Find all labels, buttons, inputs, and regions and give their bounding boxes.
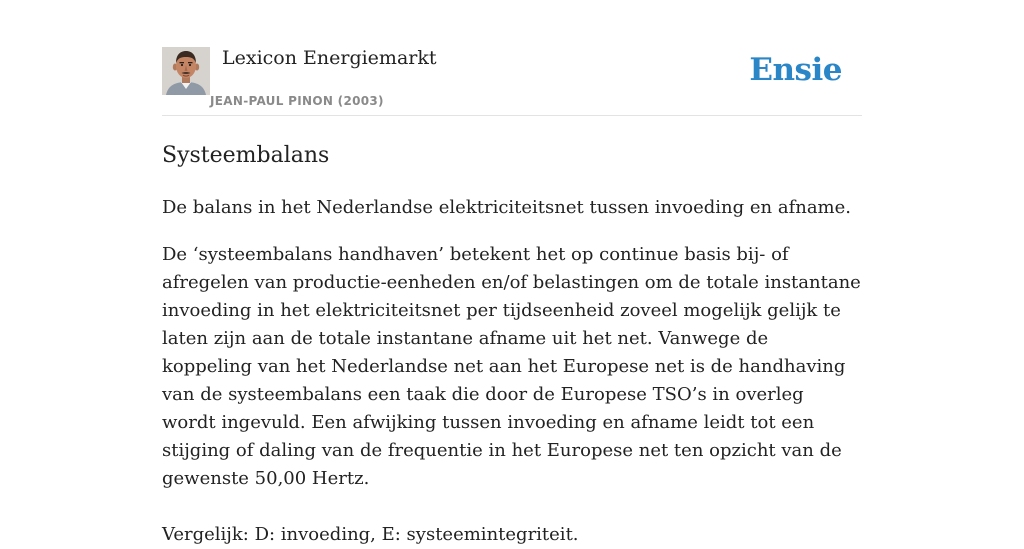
author-name[interactable]: JEAN-PAUL PINON (2003) <box>210 94 384 108</box>
header <box>162 46 862 116</box>
entry-body: De ‘systeembalans handhaven’ betekent het op continue basis bij- of afregelen van productie-eenheden en/of belastingen om de totale instantane invoeding in het elektriciteitsnet per tijdseenheid zoveel mogelijk gelijk te laten zijn aan de totale instantane afname uit het net. Vanwege de koppeling van het Nederlandse net aan het Europese net is de handhaving van de systeembalans een taak die door de Europese TSO’s in overleg wordt ingevuld. Een afwijking tussen invoeding en afname leidt tot een stijging of daling van de frequentie in het Europese net ten opzicht van de gewenste 50,00 Hertz. <box>162 244 861 489</box>
entry-title: Systeembalans <box>162 143 330 168</box>
entry-summary: De balans in het Nederlandse elektriciteitsnet tussen invoeding en afname. <box>162 197 852 218</box>
book-title[interactable]: Lexicon Energiemarkt <box>222 47 437 69</box>
author-portrait-icon <box>162 47 210 95</box>
see-also: Vergelijk: D: invoeding, E: systeemintegriteit. <box>162 524 579 545</box>
brand-logo[interactable]: Ensie <box>749 52 842 88</box>
content <box>162 46 862 549</box>
avatar[interactable] <box>162 47 210 95</box>
